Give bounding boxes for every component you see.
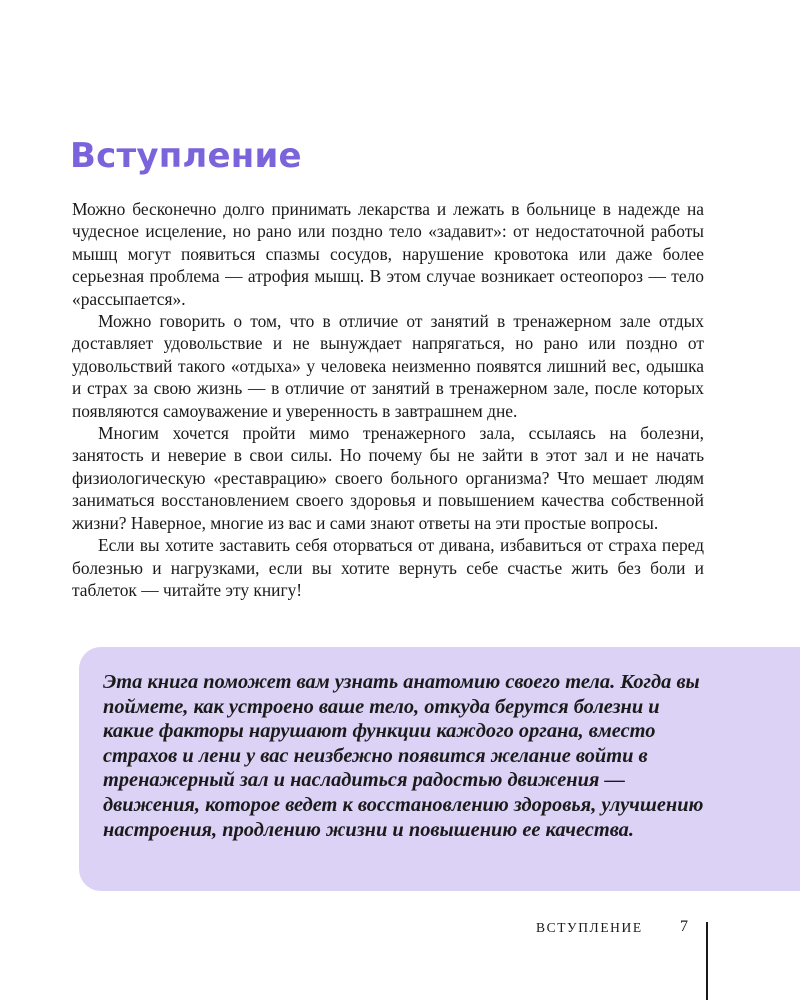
paragraph-2: Можно говорить о том, что в отличие от занятий в тренажерном зале отдых доставляет удовольствие и не вынуждает напрягаться, но рано или поздно от удовольствий такого «отдыха» у человека неизменно появятся лишний вес, одышка и страх за свою жизнь — в отличие от занятий в тренажерном зале, после которых появляются самоуважение и уверенность в завтрашнем дне. [72,311,704,421]
page-title: Вступление [70,136,302,176]
footer-rule [706,922,708,1000]
paragraph-4: Если вы хотите заставить себя оторваться от дивана, избавиться от страха перед болезнью и нагрузками, если вы хотите вернуть себе счастье жить без боли и таблеток — читайте эту книгу! [72,535,704,600]
page-number: 7 [680,918,688,935]
callout-text: Эта книга поможет вам узнать анатомию своего тела. Когда вы поймете, как устроено ваше тело, откуда берутся болезни и какие факторы нарушают функции каждого органа, вместо страхов и лени у вас неизбежно появится желание войти в тренажерный зал и насладиться радостью движения — движения, которое ведет к восстановлению здоровья, улучшению настроения, продлению жизни и повышению ее качества. [103,671,704,841]
body-text [72,198,704,601]
paragraph-3: Многим хочется пройти мимо тренажерного зала, ссылаясь на болезни, занятость и неверие в свои силы. Но почему бы не зайти в этот зал и не начать физиологическую «реставрацию» своего больного организма? Что мешает людям заниматься восстановлением своего здоровья и повышением качества собственной жизни? Наверное, многие из вас и сами знают ответы на эти простые вопросы. [72,423,704,533]
paragraph-1: Можно бесконечно долго принимать лекарства и лежать в больнице в надежде на чудесное исцеление, но рано или поздно тело «задавит»: от недостаточной работы мышц могут появиться спазмы сосудов, нарушение кровотока или даже более серьезная проблема — атрофия мышц. В этом случае возникает остеопороз — тело «рассыпается». [72,199,704,309]
running-footer-section: ВСТУПЛЕНИЕ [536,920,643,935]
